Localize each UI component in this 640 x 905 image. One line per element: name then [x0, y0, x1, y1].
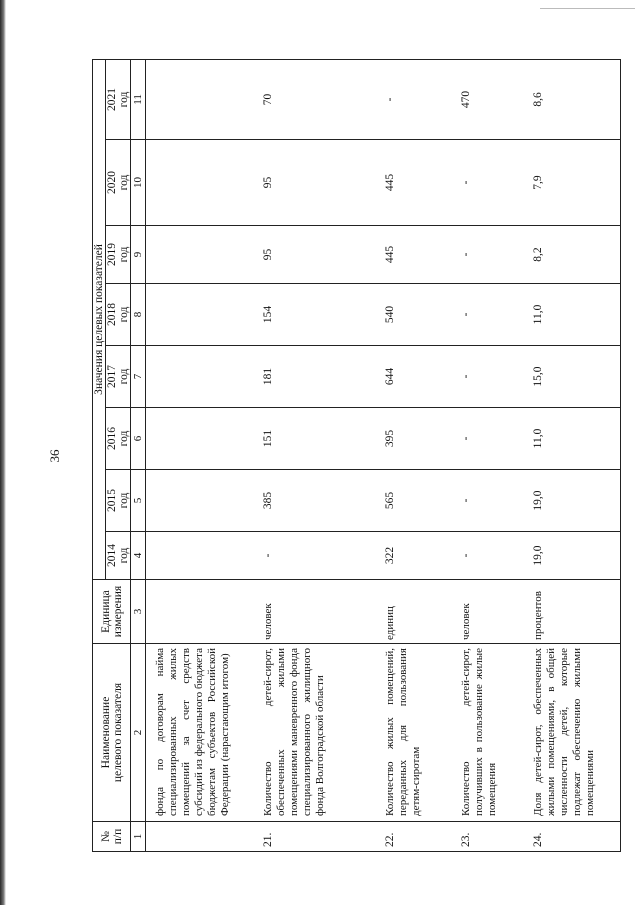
header-year: 2020 год	[106, 140, 131, 226]
value-2015: 19,0	[526, 470, 621, 532]
header-year: 2014 год	[106, 532, 131, 580]
value-2016	[146, 408, 257, 470]
value-2016: 151	[256, 408, 378, 470]
value-2020: 95	[256, 140, 378, 226]
value-2021: 70	[256, 59, 378, 139]
indicator-name: Количество жилых помещений, переданных для пользования детям-сиротам	[378, 644, 454, 822]
value-2017: 181	[256, 346, 378, 408]
value-2021: 8,6	[526, 59, 621, 139]
indicator-unit: человек	[454, 580, 526, 644]
value-2014: 19,0	[526, 532, 621, 580]
value-2015: 385	[256, 470, 378, 532]
row-number: 21.	[256, 822, 378, 852]
value-2017	[146, 346, 257, 408]
value-2016: -	[454, 408, 526, 470]
row-number: 23.	[454, 822, 526, 852]
value-2020: -	[454, 140, 526, 226]
table-body	[146, 59, 621, 851]
value-2021: -	[378, 59, 454, 139]
value-2020: 445	[378, 140, 454, 226]
indicator-name: Количество детей-сирот, обеспеченных жилыми помещениями маневренного фонда специализированного жилищного фонда Волгоградской области	[256, 644, 378, 822]
value-2014: -	[454, 532, 526, 580]
indicator-name: Доля детей-сирот, обеспеченных жилыми помещениями, в общей численности детей, которые подлежат обеспечению жилыми помещениями	[526, 644, 621, 822]
page-number: 36	[47, 449, 62, 463]
value-2017: -	[454, 346, 526, 408]
value-2018: 154	[256, 284, 378, 346]
header-name: Наименование целевого показателя	[93, 644, 131, 822]
value-2021: 470	[454, 59, 526, 139]
value-2017: 644	[378, 346, 454, 408]
indicator-name: фонда по договорам найма специализированных жилых помещений за счет средств субсидий из федерального бюджета бюджетам субъектов Российской Федерации (нарастающим итогом)	[146, 644, 257, 822]
column-number: 2	[131, 644, 146, 822]
row-number: 24.	[526, 822, 621, 852]
value-2014: -	[256, 532, 378, 580]
value-2014	[146, 532, 257, 580]
value-2018: -	[454, 284, 526, 346]
column-number: 9	[131, 226, 146, 284]
header-year: 2015 год	[106, 470, 131, 532]
indicator-unit	[146, 580, 257, 644]
table-row	[256, 59, 378, 851]
header-num: № п/п	[93, 822, 131, 852]
column-number: 4	[131, 532, 146, 580]
value-2015	[146, 470, 257, 532]
value-2018: 540	[378, 284, 454, 346]
indicator-unit: человек	[256, 580, 378, 644]
value-2014: 322	[378, 532, 454, 580]
column-number: 3	[131, 580, 146, 644]
rotated-table-container	[92, 60, 612, 852]
value-2018: 11,0	[526, 284, 621, 346]
scan-artifact-line	[540, 8, 635, 9]
value-2021	[146, 59, 257, 139]
column-number: 10	[131, 140, 146, 226]
header-year: 2019 год	[106, 226, 131, 284]
header-year: 2018 год	[106, 284, 131, 346]
table-row	[454, 59, 526, 851]
column-number: 5	[131, 470, 146, 532]
value-2015: -	[454, 470, 526, 532]
indicator-name: Количество детей-сирот, получивших в пользование жилые помещения	[454, 644, 526, 822]
value-2019: 95	[256, 226, 378, 284]
table-row	[378, 59, 454, 851]
header-unit: Единица измерения	[93, 580, 131, 644]
value-2019: -	[454, 226, 526, 284]
column-number: 11	[131, 59, 146, 139]
indicator-unit: единиц	[378, 580, 454, 644]
table-header	[93, 59, 146, 851]
value-2019	[146, 226, 257, 284]
table-row	[526, 59, 621, 851]
header-values-group: Значения целевых показателей	[93, 59, 106, 579]
header-year: 2021 год	[106, 59, 131, 139]
row-number: 22.	[378, 822, 454, 852]
value-2015: 565	[378, 470, 454, 532]
value-2019: 8,2	[526, 226, 621, 284]
column-number: 7	[131, 346, 146, 408]
value-2020	[146, 140, 257, 226]
target-indicators-table	[92, 59, 621, 852]
column-number: 6	[131, 408, 146, 470]
column-number: 1	[131, 822, 146, 852]
value-2018	[146, 284, 257, 346]
value-2016: 11,0	[526, 408, 621, 470]
value-2017: 15,0	[526, 346, 621, 408]
scan-edge	[0, 0, 6, 905]
value-2016: 395	[378, 408, 454, 470]
header-year: 2016 год	[106, 408, 131, 470]
header-year: 2017 год	[106, 346, 131, 408]
table-row	[146, 59, 257, 851]
value-2020: 7,9	[526, 140, 621, 226]
value-2019: 445	[378, 226, 454, 284]
indicator-unit: процентов	[526, 580, 621, 644]
column-number: 8	[131, 284, 146, 346]
row-number	[146, 822, 257, 852]
